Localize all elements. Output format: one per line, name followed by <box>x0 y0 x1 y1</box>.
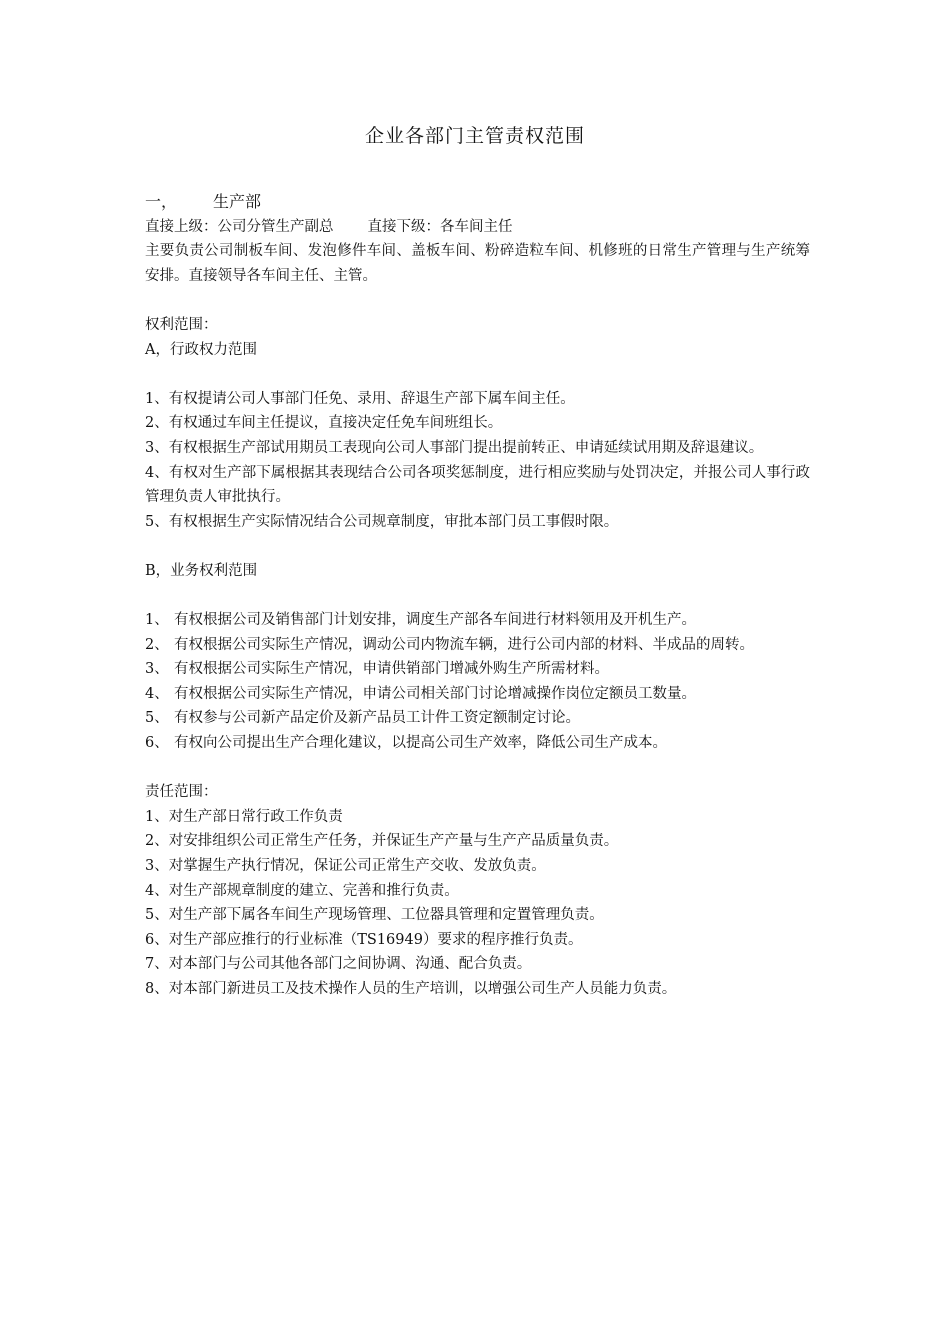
list-text: 有权根据公司实际生产情况，申请公司相关部门讨论增减操作岗位定额员工数量。 <box>174 685 696 702</box>
list-item <box>145 657 810 682</box>
list-item: 6、对生产部应推行的行业标准（TS16949）要求的程序推行负责。 <box>145 931 583 948</box>
section-summary: 主要负责公司制板车间、发泡修件车间、盖板车间、粉碎造粒车间、机修班的日常生产管理与生产统筹安排。直接领导各车间主任、主管。 <box>145 243 810 284</box>
rights-heading: 权利范围： <box>145 316 218 333</box>
document-title: 企业各部门主管责权范围 <box>364 125 585 147</box>
list-number: 6、 <box>145 735 169 752</box>
list-text: 有权根据公司实际生产情况，申请供销部门增减外购生产所需材料。 <box>174 661 609 678</box>
list-item: 7、对本部门与公司其他各部门之间协调、沟通、配合负责。 <box>145 956 532 973</box>
direct-subordinate: 直接下级：各车间主任 <box>367 218 513 235</box>
list-text: 有权根据公司及销售部门计划安排，调度生产部各车间进行材料领用及开机生产。 <box>174 612 696 629</box>
list-item: 1、对生产部日常行政工作负责 <box>145 808 343 825</box>
list-item: 4、有权对生产部下属根据其表现结合公司各项奖惩制度，进行相应奖励与处罚决定，并报公司人事行政管理负责人审批执行。 <box>145 464 810 506</box>
list-item <box>145 731 810 756</box>
list-text: 有权根据公司实际生产情况，调动公司内物流车辆，进行公司内部的材料、半成品的周转。 <box>174 636 754 653</box>
duties-list <box>145 805 810 1002</box>
list-item <box>145 682 810 707</box>
list-item: 1、有权提请公司人事部门任免、录用、辞退生产部下属车间主任。 <box>145 390 575 407</box>
section-number: 一， <box>145 192 178 211</box>
list-text: 有权向公司提出生产合理化建议，以提高公司生产效率，降低公司生产成本。 <box>174 735 667 752</box>
section-heading <box>145 190 810 215</box>
duties-heading: 责任范围： <box>145 784 218 801</box>
list-number: 3、 <box>145 661 169 678</box>
list-item: 3、对掌握生产执行情况，保证公司正常生产交收、发放负责。 <box>145 858 546 875</box>
list-item: 5、对生产部下属各车间生产现场管理、工位器具管理和定置管理负责。 <box>145 907 604 924</box>
business-rights-list <box>145 608 810 756</box>
list-number: 2、 <box>145 636 169 653</box>
list-number: 4、 <box>145 685 169 702</box>
admin-rights-list <box>145 387 810 535</box>
reporting-line <box>145 215 810 240</box>
section-name: 生产部 <box>213 192 262 211</box>
list-item: 5、有权根据生产实际情况结合公司规章制度，审批本部门员工事假时限。 <box>145 513 619 530</box>
list-number: 1、 <box>145 612 169 629</box>
list-item: 4、对生产部规章制度的建立、完善和推行负责。 <box>145 882 459 899</box>
business-rights-heading: B，业务权利范围 <box>145 562 258 579</box>
list-item <box>145 706 810 731</box>
direct-superior: 直接上级：公司分管生产副总 <box>145 218 334 235</box>
list-text: 有权参与公司新产品定价及新产品员工计件工资定额制定讨论。 <box>174 710 580 727</box>
list-item: 3、有权根据生产部试用期员工表现向公司人事部门提出提前转正、申请延续试用期及辞退建议。 <box>145 439 764 456</box>
list-item <box>145 608 810 633</box>
list-item: 8、对本部门新进员工及技术操作人员的生产培训，以增强公司生产人员能力负责。 <box>145 981 677 997</box>
list-item: 2、对安排组织公司正常生产任务，并保证生产产量与生产产品质量负责。 <box>145 833 619 850</box>
list-item: 2、有权通过车间主任提议，直接决定任免车间班组长。 <box>145 415 503 432</box>
admin-rights-heading: A，行政权力范围 <box>145 341 257 358</box>
list-item <box>145 633 810 658</box>
document-body <box>145 190 810 1002</box>
list-number: 5、 <box>145 710 169 727</box>
